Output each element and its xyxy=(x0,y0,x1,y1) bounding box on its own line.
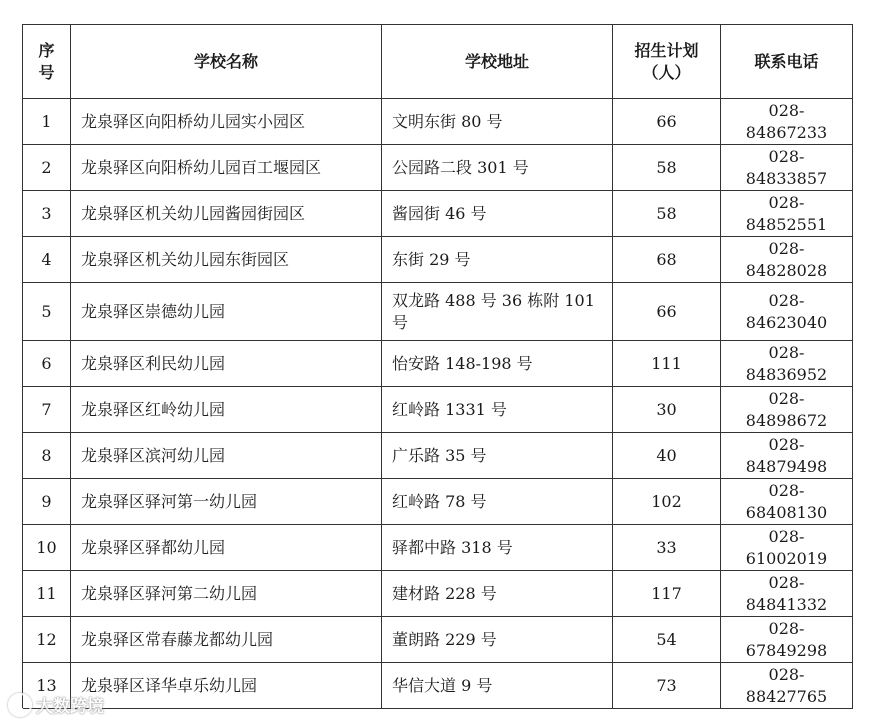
cell-school-name: 龙泉驿区驿河第二幼儿园 xyxy=(71,571,382,617)
table-row xyxy=(23,663,853,709)
cell-school-address: 文明东街 80 号 xyxy=(382,99,613,145)
table-row xyxy=(23,433,853,479)
header-no xyxy=(23,25,71,99)
cell-no: 3 xyxy=(23,191,71,237)
cell-no: 7 xyxy=(23,387,71,433)
cell-phone: 028-84852551 xyxy=(721,191,853,237)
cell-no: 5 xyxy=(23,283,71,341)
cell-no: 9 xyxy=(23,479,71,525)
cell-school-name: 龙泉驿区利民幼儿园 xyxy=(71,341,382,387)
cell-enrollment-plan: 68 xyxy=(613,237,721,283)
cell-school-address: 建材路 228 号 xyxy=(382,571,613,617)
cell-enrollment-plan: 40 xyxy=(613,433,721,479)
table-row xyxy=(23,571,853,617)
cell-school-name: 龙泉驿区机关幼儿园东街园区 xyxy=(71,237,382,283)
watermark xyxy=(8,692,104,717)
cell-phone: 028-84879498 xyxy=(721,433,853,479)
cell-phone: 028-68408130 xyxy=(721,479,853,525)
table-row xyxy=(23,283,853,341)
cell-phone: 028-84828028 xyxy=(721,237,853,283)
cell-no: 12 xyxy=(23,617,71,663)
enrollment-table xyxy=(22,24,853,709)
cell-enrollment-plan: 30 xyxy=(613,387,721,433)
cell-phone: 028-84623040 xyxy=(721,283,853,341)
table-row xyxy=(23,617,853,663)
cell-phone: 028-84898672 xyxy=(721,387,853,433)
cell-enrollment-plan: 66 xyxy=(613,99,721,145)
cell-enrollment-plan: 117 xyxy=(613,571,721,617)
cell-enrollment-plan: 111 xyxy=(613,341,721,387)
cell-school-address: 广乐路 35 号 xyxy=(382,433,613,479)
cell-school-name: 龙泉驿区常春藤龙都幼儿园 xyxy=(71,617,382,663)
cell-phone: 028-84833857 xyxy=(721,145,853,191)
cell-phone: 028-61002019 xyxy=(721,525,853,571)
cell-school-name: 龙泉驿区驿河第一幼儿园 xyxy=(71,479,382,525)
watermark-text: 大数跨境 xyxy=(36,697,104,717)
cell-phone: 028-84867233 xyxy=(721,99,853,145)
cell-school-address: 公园路二段 301 号 xyxy=(382,145,613,191)
cell-enrollment-plan: 54 xyxy=(613,617,721,663)
cell-school-address: 东街 29 号 xyxy=(382,237,613,283)
header-school-name: 学校名称 xyxy=(71,25,382,99)
header-school-address: 学校地址 xyxy=(382,25,613,99)
cell-no: 1 xyxy=(23,99,71,145)
cell-enrollment-plan: 33 xyxy=(613,525,721,571)
cell-school-name: 龙泉驿区崇德幼儿园 xyxy=(71,283,382,341)
table-row xyxy=(23,341,853,387)
cell-no: 2 xyxy=(23,145,71,191)
cell-school-name: 龙泉驿区红岭幼儿园 xyxy=(71,387,382,433)
table-row xyxy=(23,479,853,525)
cell-phone: 028-88427765 xyxy=(721,663,853,709)
table-row xyxy=(23,145,853,191)
header-no-line1: 序 xyxy=(38,40,55,60)
cell-school-name: 龙泉驿区向阳桥幼儿园实小园区 xyxy=(71,99,382,145)
cell-enrollment-plan: 58 xyxy=(613,145,721,191)
cell-no: 10 xyxy=(23,525,71,571)
cell-no: 13 xyxy=(23,663,71,709)
cell-phone: 028-84836952 xyxy=(721,341,853,387)
table-row xyxy=(23,99,853,145)
table-row xyxy=(23,237,853,283)
cell-school-address: 董朗路 229 号 xyxy=(382,617,613,663)
cell-school-address: 酱园街 46 号 xyxy=(382,191,613,237)
cell-school-address: 驿都中路 318 号 xyxy=(382,525,613,571)
cell-school-name: 龙泉驿区滨河幼儿园 xyxy=(71,433,382,479)
cell-enrollment-plan: 73 xyxy=(613,663,721,709)
header-row xyxy=(23,25,853,99)
cell-school-name: 龙泉驿区向阳桥幼儿园百工堰园区 xyxy=(71,145,382,191)
cell-school-address: 红岭路 78 号 xyxy=(382,479,613,525)
header-plan-line1: 招生计划 xyxy=(634,40,699,60)
cell-enrollment-plan: 58 xyxy=(613,191,721,237)
cell-no: 11 xyxy=(23,571,71,617)
cell-school-address: 红岭路 1331 号 xyxy=(382,387,613,433)
cell-school-name: 龙泉驿区机关幼儿园酱园街园区 xyxy=(71,191,382,237)
cell-school-address: 怡安路 148-198 号 xyxy=(382,341,613,387)
header-no-line2: 号 xyxy=(38,62,55,82)
cell-school-name: 龙泉驿区译华卓乐幼儿园 xyxy=(71,663,382,709)
header-enrollment-plan xyxy=(613,25,721,99)
cell-enrollment-plan: 66 xyxy=(613,283,721,341)
brand-logo-icon xyxy=(8,693,32,717)
table-row xyxy=(23,525,853,571)
header-plan-line2: （人） xyxy=(642,62,691,82)
cell-school-address: 双龙路 488 号 36 栋附 101 号 xyxy=(382,283,613,341)
cell-school-name: 龙泉驿区驿都幼儿园 xyxy=(71,525,382,571)
cell-enrollment-plan: 102 xyxy=(613,479,721,525)
cell-no: 8 xyxy=(23,433,71,479)
table-row xyxy=(23,191,853,237)
table-row xyxy=(23,387,853,433)
cell-no: 6 xyxy=(23,341,71,387)
cell-phone: 028-84841332 xyxy=(721,571,853,617)
cell-no: 4 xyxy=(23,237,71,283)
header-phone: 联系电话 xyxy=(721,25,853,99)
cell-school-address: 华信大道 9 号 xyxy=(382,663,613,709)
cell-phone: 028-67849298 xyxy=(721,617,853,663)
